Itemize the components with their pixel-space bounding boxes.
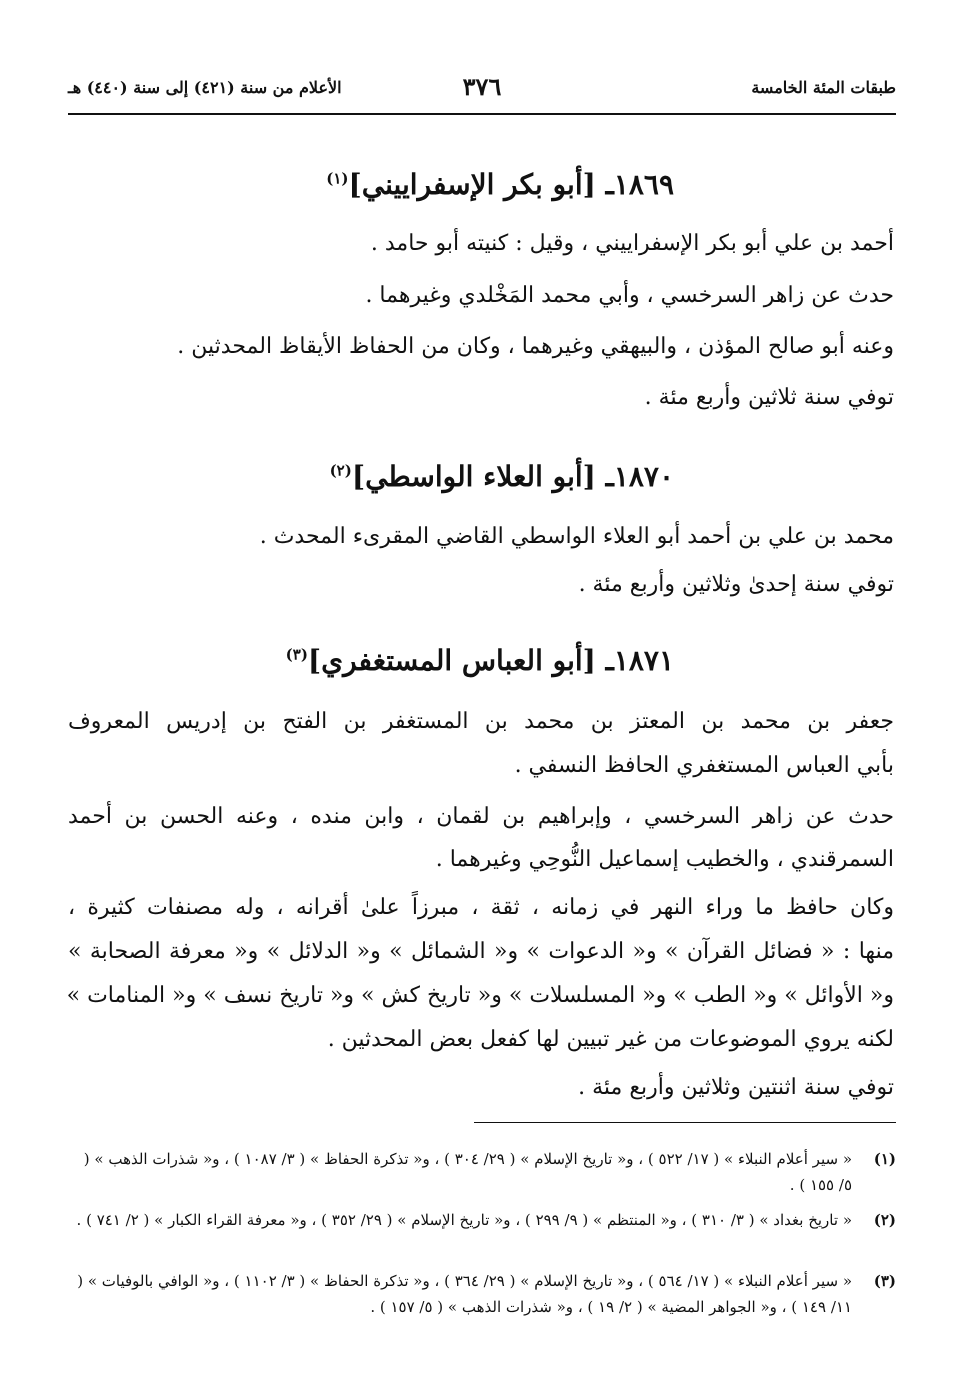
footnote-rule xyxy=(474,1122,896,1123)
entry-1870-line-2: توفي سنة إحدىٰ وثلاثين وأربع مئة . xyxy=(578,572,894,597)
running-header xyxy=(68,72,896,108)
footnote-number: (٢) xyxy=(873,1211,896,1229)
entry-1869-line-4: توفي سنة ثلاثين وأربع مئة . xyxy=(644,385,894,410)
entry-title-1869 xyxy=(326,168,674,201)
footnote-ref-3[interactable]: (٣) xyxy=(285,645,308,664)
entry-title-text: ١٨٧٠ـ [أبو العلاء الواسطي] xyxy=(351,460,674,493)
footnote-1 xyxy=(68,1146,896,1198)
entry-1871-line-4: السمرقندي ، والخطيب إسماعيل النُّوحِي وغيرهما . xyxy=(435,847,894,872)
footnote-number: (٣) xyxy=(873,1272,896,1290)
footnote-text: « سير أعلام النبلاء » ( ١٧/ ٥٢٢ ) ، و« تاريخ الإسلام » ( ٢٩/ ٣٠٤ ) ، و« تذكرة الحفاظ » ( ٣/ ١٠٨٧ ) ، و« شذرات الذهب » ( ٥/ ١٥٥ ) . xyxy=(83,1150,852,1194)
footnote-ref-1[interactable]: (١) xyxy=(326,169,349,188)
header-rule xyxy=(68,113,896,115)
header-section-title: طبقات المئة الخامسة xyxy=(751,78,896,97)
footnote-2 xyxy=(68,1207,896,1233)
entry-1869-line-1: أحمد بن علي أبو بكر الإسفراييني ، وقيل : كنيته أبو حامد . xyxy=(370,231,894,256)
entry-title-1871 xyxy=(286,644,674,677)
entry-1869-line-3: وعنه أبو صالح المؤذن ، والبيهقي وغيرهما ، وكان من الحفاظ الأيقاظ المحدثين . xyxy=(177,334,894,359)
entry-1871-line-7: و« الأوائل » و« الطب » و« المسلسلات » و« تاريخ كش » و« تاريخ نسف » و« المنامات » xyxy=(66,983,894,1008)
footnote-3 xyxy=(68,1268,896,1320)
header-year-range: الأعلام من سنة (٤٢١) إلى سنة (٤٤٠) هـ xyxy=(68,78,342,97)
entry-1871-line-3: حدث عن زاهر السرخسي ، وإبراهيم بن لقمان ، وابن منده ، وعنه الحسن بن أحمد xyxy=(68,804,894,829)
footnote-ref-2[interactable]: (٢) xyxy=(329,461,352,480)
entry-title-1870 xyxy=(330,460,674,493)
entry-1871-line-2: بأبي العباس المستغفري الحافظ النسفي . xyxy=(514,753,894,778)
entry-1871-line-1: جعفر بن محمد بن المعتز بن محمد بن المستغفر بن الفتح بن إدريس المعروف xyxy=(68,709,894,734)
footnote-text: « سير أعلام النبلاء » ( ١٧/ ٥٦٤ ) ، و« تاريخ الإسلام » ( ٢٩/ ٣٦٤ ) ، و« تذكرة الحفاظ » ( ٣/ ١١٠٢ ) ، و« الوافي بالوفيات » ( ١١/ ١٤٩ ) ، و« الجواهر المضية » ( ٢/ ١٩ ) ، و« شذرات الذهب » ( ٥/ ١٥٧ ) . xyxy=(77,1272,852,1316)
entry-1871-line-9: توفي سنة اثنتين وثلاثين وأربع مئة . xyxy=(578,1075,894,1100)
entry-1871-line-8: لكنه يروي الموضوعات من غير تبيين لها كفعل بعض المحدثين . xyxy=(327,1027,894,1052)
entry-title-text: ١٨٦٩ـ [أبو بكر الإسفراييني] xyxy=(348,168,674,201)
entry-1871-line-5: وكان حافظ ما وراء النهر في زمانه ، ثقة ، مبرزاً علىٰ أقرانه ، وله مصنفات كثيرة ، xyxy=(68,895,894,920)
entry-1871-line-6: منها : « فضائل القرآن » و« الدعوات » و« الشمائل » و« الدلائل » و« معرفة الصحابة » xyxy=(68,939,894,964)
entry-1870-line-1: محمد بن علي بن أحمد أبو العلاء الواسطي القاضي المقرىء المحدث . xyxy=(259,524,894,549)
entry-title-text: ١٨٧١ـ [أبو العباس المستغفري] xyxy=(307,644,674,677)
page-number: ٣٧٦ xyxy=(462,72,502,101)
entry-1869-line-2: حدث عن زاهر السرخسي ، وأبي محمد المَخْلدي وغيرهما . xyxy=(365,283,894,308)
footnote-text: « تاريخ بغداد » ( ٣/ ٣١٠ ) ، و« المنتظم » ( ٩/ ٢٩٩ ) ، و« تاريخ الإسلام » ( ٢٩/ ٣٥٢ ) ، و« معرفة القراء الكبار » ( ٢/ ٧٤١ ) . xyxy=(76,1211,852,1229)
footnote-number: (١) xyxy=(873,1150,896,1168)
